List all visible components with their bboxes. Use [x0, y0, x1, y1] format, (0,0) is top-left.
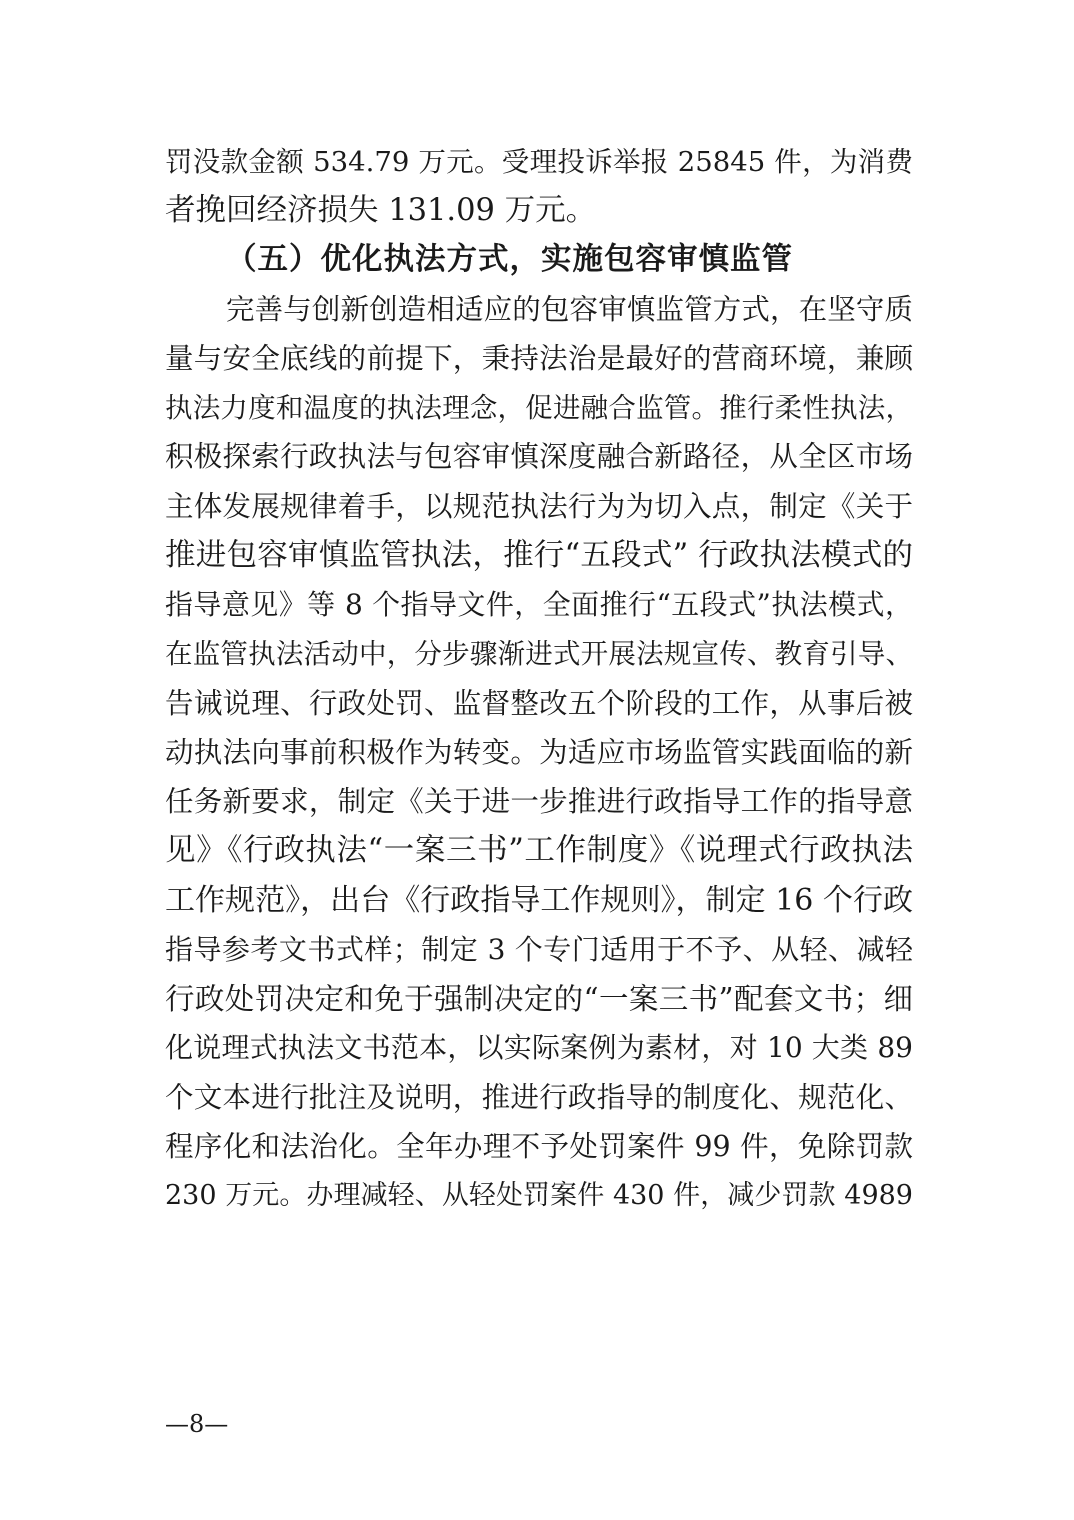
text-line: 指导意见》等 8 个指导文件，全面推行“五段式”执法模式，: [165, 588, 913, 621]
text-line: 推进包容审慎监管执法，推行“五段式” 行政执法模式的: [165, 538, 913, 573]
text-line: 指导参考文书式样；制定 3 个专门适用于不予、从轻、减轻: [165, 933, 913, 966]
text-line: 行政处罚决定和免于强制决定的“一案三书”配套文书；细: [165, 982, 913, 1016]
page-number: —8—: [165, 1410, 229, 1438]
text-line: 230 万元。办理减轻、从轻处罚案件 430 件，减少罚款 4989: [165, 1180, 913, 1211]
text-line: 个文本进行批注及说明，推进行政指导的制度化、规范化、: [165, 1081, 913, 1114]
text-line: 动执法向事前积极作为转变。为适应市场监管实践面临的新: [165, 736, 913, 769]
text-line: 工作规范》，出台《行政指导工作规则》，制定 16 个行政: [165, 883, 913, 918]
text-line: 在监管执法活动中，分步骤渐进式开展法规宣传、教育引导、: [165, 638, 913, 670]
text-line: 见》《行政执法“一案三书”工作制度》《说理式行政执法: [165, 833, 913, 868]
text-line: 罚没款金额 534.79 万元。受理投诉举报 25845 件，为消费: [165, 146, 913, 178]
text-line: 者挽回经济损失 131.09 万元。: [165, 193, 597, 228]
text-line: 完善与创新创造相适应的包容审慎监管方式，在坚守质: [226, 293, 913, 326]
text-line: 任务新要求，制定《关于进一步推进行政指导工作的指导意: [165, 785, 913, 818]
text-line: 化说理式执法文书范本，以实际案例为素材，对 10 大类 89: [165, 1031, 913, 1064]
text-line: 告诫说理、行政处罚、监督整改五个阶段的工作，从事后被: [165, 687, 913, 720]
text-line: 积极探索行政执法与包容审慎深度融合新路径，从全区市场: [165, 440, 913, 473]
text-line: 程序化和法治化。全年办理不予处罚案件 99 件，免除罚款: [165, 1130, 913, 1163]
text-line: 量与安全底线的前提下，秉持法治是最好的营商环境，兼顾: [165, 342, 913, 375]
text-line: 主体发展规律着手，以规范执法行为为切入点，制定《关于: [165, 490, 913, 523]
section-heading: （五）优化执法方式，实施包容审慎监管: [226, 242, 793, 277]
text-line: 执法力度和温度的执法理念，促进融合监管。推行柔性执法，: [165, 392, 913, 424]
